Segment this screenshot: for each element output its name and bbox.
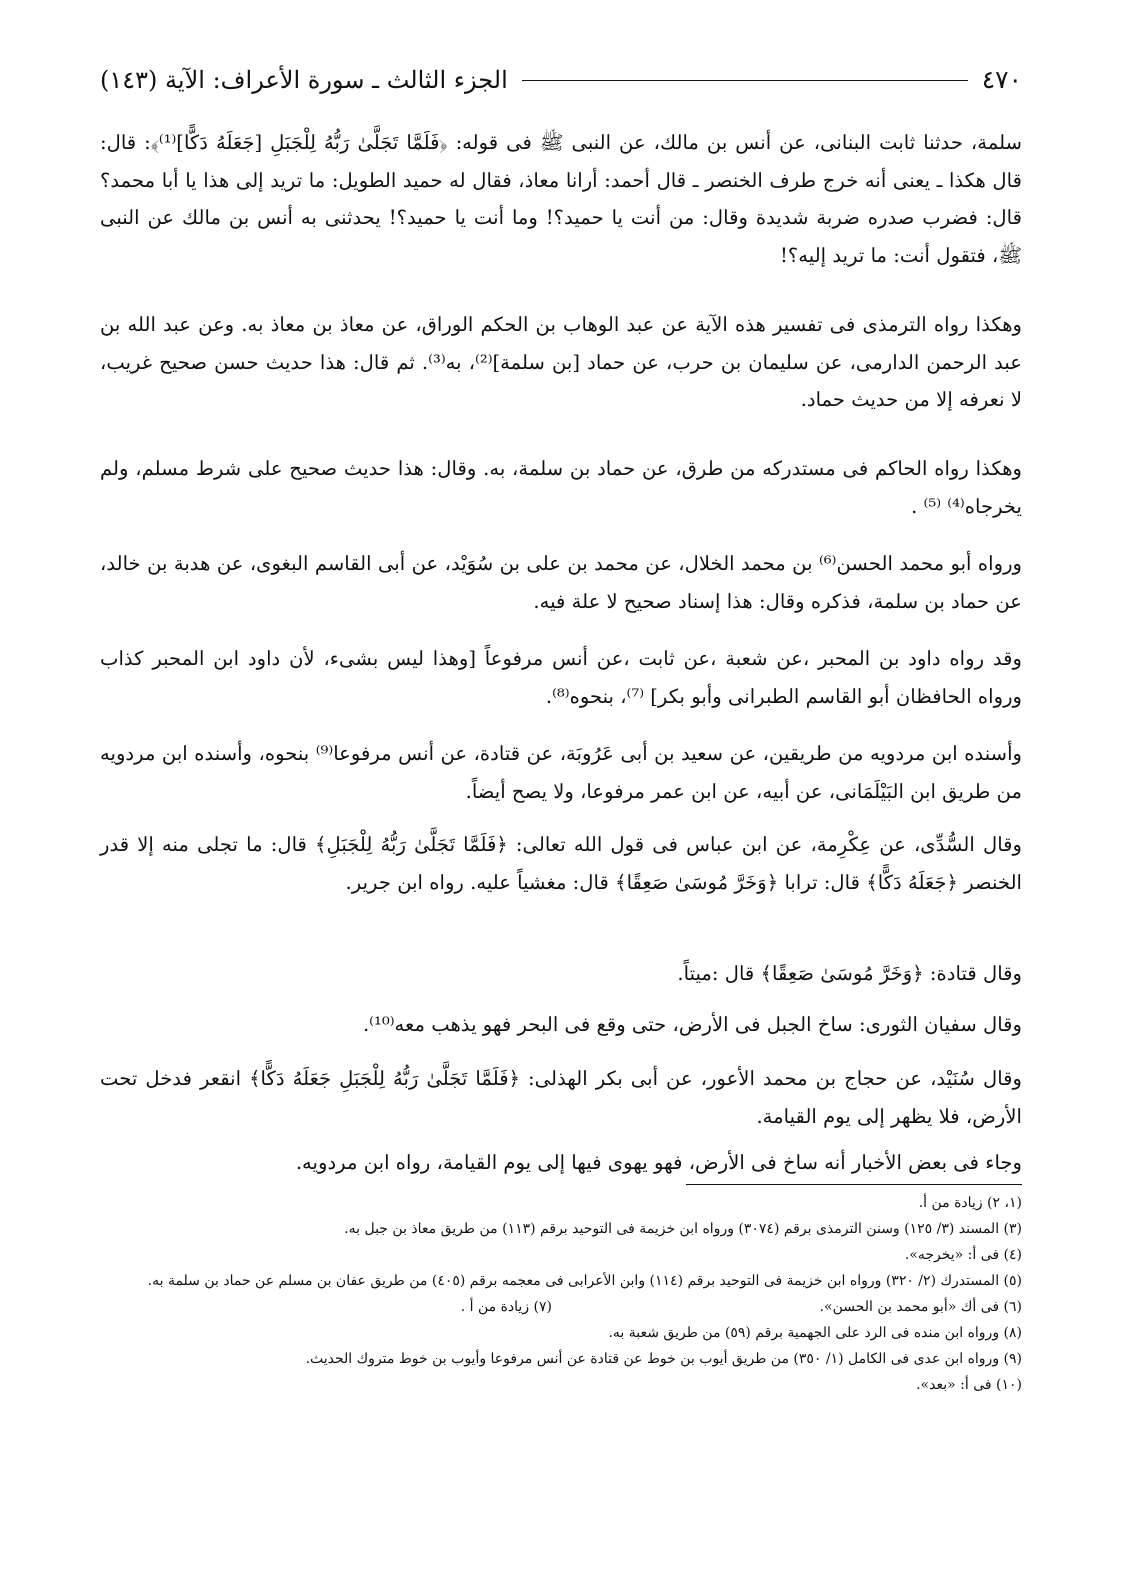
- footnote: (٧) زيادة من أ .: [460, 1299, 552, 1315]
- paragraph: وقال سفيان الثورى: ساخ الجبل فى الأرض، حتى وقع فى البحر فهو يذهب معه⁽¹⁰⁾.: [362, 1013, 1022, 1036]
- footnote-row: [100, 1294, 1022, 1320]
- paragraph: وأسنده ابن مردويه من طريقين، عن سعيد بن أبى عَرُوبَة، عن قتادة، عن أنس مرفوعا⁽⁹⁾ بنحوه، وأسنده ابن مردويه من طريق ابن البَيْلَمَانى، عن أبيه، عن ابن عمر مرفوعا، ولا يصح أيضاً.: [100, 742, 1022, 803]
- paragraph: سلمة، حدثنا ثابت البنانى، عن أنس بن مالك، عن النبى ﷺ فى قوله: ﴿فَلَمَّا تَجَلَّىٰ رَبُّهُ لِلْجَبَلِ [جَعَلَهُ دَكًّا]⁽¹⁾﴾: قال: قال هكذا ـ يعنى أنه خرج طرف الخنصر ـ قال أحمد: أرانا معاذ، فقال له حميد الطويل: ما تريد إلى هذا يا أبا محمد؟ قال: فضرب صدره ضربة شديدة وقال: من أنت يا حميد؟! وما أنت يا حميد؟! يحدثنى به أنس بن مالك عن النبى ﷺ، فتقول أنت: ما تريد إليه؟!: [100, 131, 1022, 267]
- book-page: [100, 58, 1023, 1393]
- footnote: (١٠) فى أ: «بعد».: [916, 1377, 1022, 1393]
- paragraph: وهكذا رواه الحاكم فى مستدركه من طرق، عن حماد بن سلمة، به. وقال: هذا حديث صحيح على شرط مسلم، ولم يخرجاه⁽⁴⁾ ⁽⁵⁾ .: [100, 457, 1022, 518]
- paragraph: وهكذا رواه الترمذى فى تفسير هذه الآية عن عبد الوهاب بن الحكم الوراق، عن معاذ بن معاذ به. وعن عبد الله بن عبد الرحمن الدارمى، عن سليمان بن حرب، عن حماد [بن سلمة]⁽²⁾، به⁽³⁾. ثم قال: هذا حديث حسن صحيح غريب، لا نعرفه إلا من حديث حماد.: [100, 313, 1023, 411]
- running-header: [100, 58, 1022, 102]
- paragraph: وجاء فى بعض الأخبار أنه ساخ فى الأرض، فهو يهوى فيها إلى يوم القيامة، رواه ابن مردويه.: [295, 1151, 1022, 1174]
- header-title: الجزء الثالث ـ سورة الأعراف: الآية (١٤٣): [100, 66, 508, 94]
- paragraph: وقال قتادة: ﴿وَخَرَّ مُوسَىٰ صَعِقًا﴾ قال :ميتاً.: [677, 962, 1022, 985]
- header-rule: [522, 80, 968, 81]
- footnote: (٣) المسند (٣/ ١٢٥) وسنن الترمذى برقم (٣٠٧٤) ورواه ابن خزيمة فى التوحيد برقم (١١٣) من طريق معاذ بن جبل به.: [344, 1221, 1022, 1237]
- footnote: (٩) ورواه ابن عدى فى الكامل (١/ ٣٥٠) من طريق أيوب بن خوط عن قتادة عن أنس مرفوعا وأيوب بن خوط متروك الحديث.: [305, 1351, 1022, 1367]
- footnote: (٦) فى أك «أبو محمد بن الحسن».: [819, 1299, 1022, 1315]
- footnote: (١، ٢) زيادة من أ.: [918, 1195, 1022, 1211]
- paragraph: وقال السُّدِّى، عن عِكْرِمة، عن ابن عباس فى قول الله تعالى: ﴿فَلَمَّا تَجَلَّىٰ رَبُّهُ لِلْجَبَلِ﴾ قال: ما تجلى منه إلا قدر الخنصر ﴿جَعَلَهُ دَكًّا﴾ قال: ترابا ﴿وَخَرَّ مُوسَىٰ صَعِقًا﴾ قال: مغشياً عليه. رواه ابن جرير.: [100, 833, 1022, 894]
- paragraph: وقال سُنَيْد، عن حجاج بن محمد الأعور، عن أبى بكر الهذلى: ﴿فَلَمَّا تَجَلَّىٰ رَبُّهُ لِلْجَبَلِ جَعَلَهُ دَكًّا﴾ انقعر فدخل تحت الأرض، فلا يظهر إلى يوم القيامة.: [100, 1067, 1022, 1128]
- paragraph: وقد رواه داود بن المحبر ،عن شعبة ،عن ثابت ،عن أنس مرفوعاً [وهذا ليس بشىء، لأن داود ابن المحبر كذاب ورواه الحافظان أبو القاسم الطبرانى وأبو بكر] ⁽⁷⁾، بنحوه⁽⁸⁾.: [100, 647, 1022, 708]
- footnote: (٨) ورواه ابن منده فى الرد على الجهمية برقم (٥٩) من طريق شعبة به.: [608, 1325, 1022, 1341]
- page-number: ٤٧٠: [981, 65, 1022, 94]
- paragraph: ورواه أبو محمد الحسن⁽⁶⁾ بن محمد الخلال، عن محمد بن على بن سُوَيْد، عن أبى القاسم البغوى، عن هدبة بن خالد، عن حماد بن سلمة، فذكره وقال: هذا إسناد صحيح لا علة فيه.: [100, 552, 1023, 613]
- footnote: (٤) فى أ: «يخرجه».: [904, 1247, 1022, 1263]
- footnotes: [100, 1190, 1022, 1398]
- footnote: (٥) المستدرك (٢/ ٣٢٠) ورواه ابن خزيمة فى التوحيد برقم (١١٤) وابن الأعرابى فى معجمه برقم (٤٠٥) من طريق عفان بن مسلم عن حماد بن سلمة به.: [147, 1273, 1022, 1289]
- footnote-separator: [686, 1184, 1022, 1185]
